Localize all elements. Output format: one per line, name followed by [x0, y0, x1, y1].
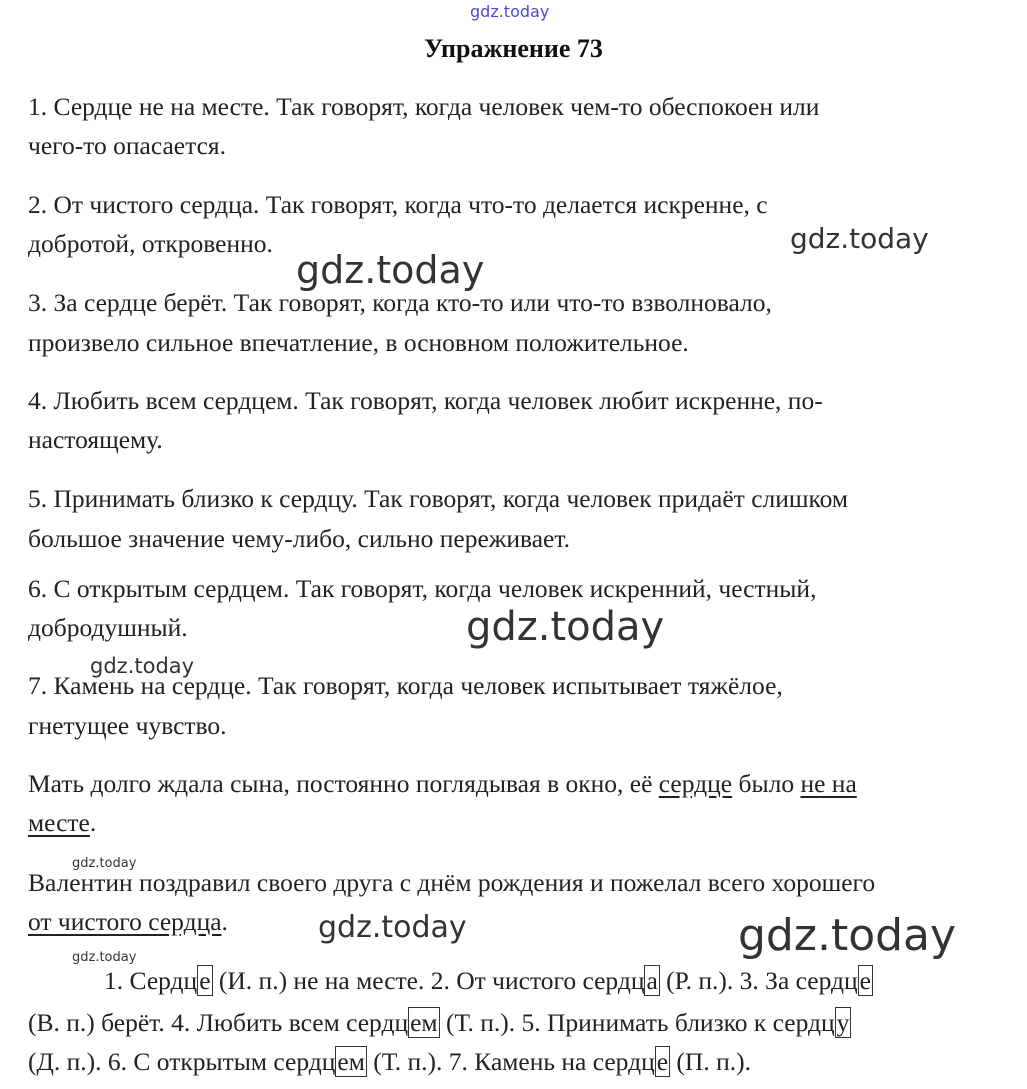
underlined-word: сердце	[658, 769, 733, 798]
item-2-line-1: 2. От чистого сердца. Так говорят, когда что-то делается искренне, с	[28, 190, 768, 219]
underlined-phrase: месте	[28, 808, 90, 837]
item-1-line-1: 1. Сердце не на месте. Так говорят, когда человек чем-то обеспокоен или	[28, 92, 820, 121]
watermark: gdz.today	[72, 950, 137, 965]
grammar-line-1: 1. Сердце (И. п.) не на месте. 2. От чистого сердца (Р. п.). 3. За сердце	[104, 966, 871, 995]
watermark: gdz.today	[318, 910, 467, 945]
watermark: gdz.today	[72, 856, 137, 871]
ending-box: е	[859, 966, 871, 995]
underlined-phrase: не на	[800, 769, 857, 798]
item-5-line-2: большое значение чему-либо, сильно переживает.	[28, 524, 570, 553]
ending-box: е	[199, 966, 211, 995]
item-3-line-1: 3. За сердце берёт. Так говорят, когда кто-то или что-то взволновало,	[28, 288, 772, 317]
ending-box: ем	[410, 1008, 438, 1037]
item-4-line-2: настоящему.	[28, 425, 163, 454]
grammar-line-2: (В. п.) берёт. 4. Любить всем сердцем (Т. п.). 5. Принимать близко к сердцу	[28, 1008, 850, 1037]
ending-box: е	[656, 1047, 669, 1076]
item-6-line-2: добродушный.	[28, 613, 188, 642]
watermark: gdz.today	[90, 654, 195, 678]
grammar-line-3: (Д. п.). 6. С открытым сердцем (Т. п.). 7. Камень на сердце (П. п.).	[28, 1047, 751, 1076]
item-4-line-1: 4. Любить всем сердцем. Так говорят, когда человек любит искренне, по-	[28, 386, 823, 415]
watermark: gdz.today	[790, 222, 929, 255]
page-title: Упражнение 73	[424, 34, 603, 63]
item-5-line-1: 5. Принимать близко к сердцу. Так говорят, когда человек придаёт слишком	[28, 484, 849, 513]
ending-box: ем	[337, 1047, 365, 1076]
underlined-phrase: от чистого сердца	[28, 907, 222, 936]
sentence-1-line-2: месте.	[28, 808, 97, 837]
item-7-line-1: 7. Камень на сердце. Так говорят, когда человек испытывает тяжёлое,	[28, 671, 783, 700]
sentence-2-line-1: Валентин поздравил своего друга с днём рождения и пожелал всего хорошего	[28, 868, 876, 897]
watermark: gdz.today	[738, 910, 957, 961]
sentence-1-line-1: Мать долго ждала сына, постоянно поглядывая в окно, её сердце было не на	[28, 769, 857, 798]
watermark: gdz.today	[466, 604, 665, 650]
ending-box: а	[646, 966, 658, 995]
ending-box: у	[836, 1008, 850, 1037]
item-7-line-2: гнетущее чувство.	[28, 711, 227, 740]
watermark: gdz.today	[296, 248, 485, 292]
item-1-line-2: чего-то опасается.	[28, 131, 226, 160]
item-6-line-1: 6. С открытым сердцем. Так говорят, когда человек искренний, честный,	[28, 574, 817, 603]
sentence-2-line-2: от чистого сердца.	[28, 907, 228, 936]
item-2-line-2: добротой, откровенно.	[28, 229, 273, 258]
watermark: gdz.today	[470, 2, 550, 21]
item-3-line-2: произвело сильное впечатление, в основном положительное.	[28, 328, 689, 357]
